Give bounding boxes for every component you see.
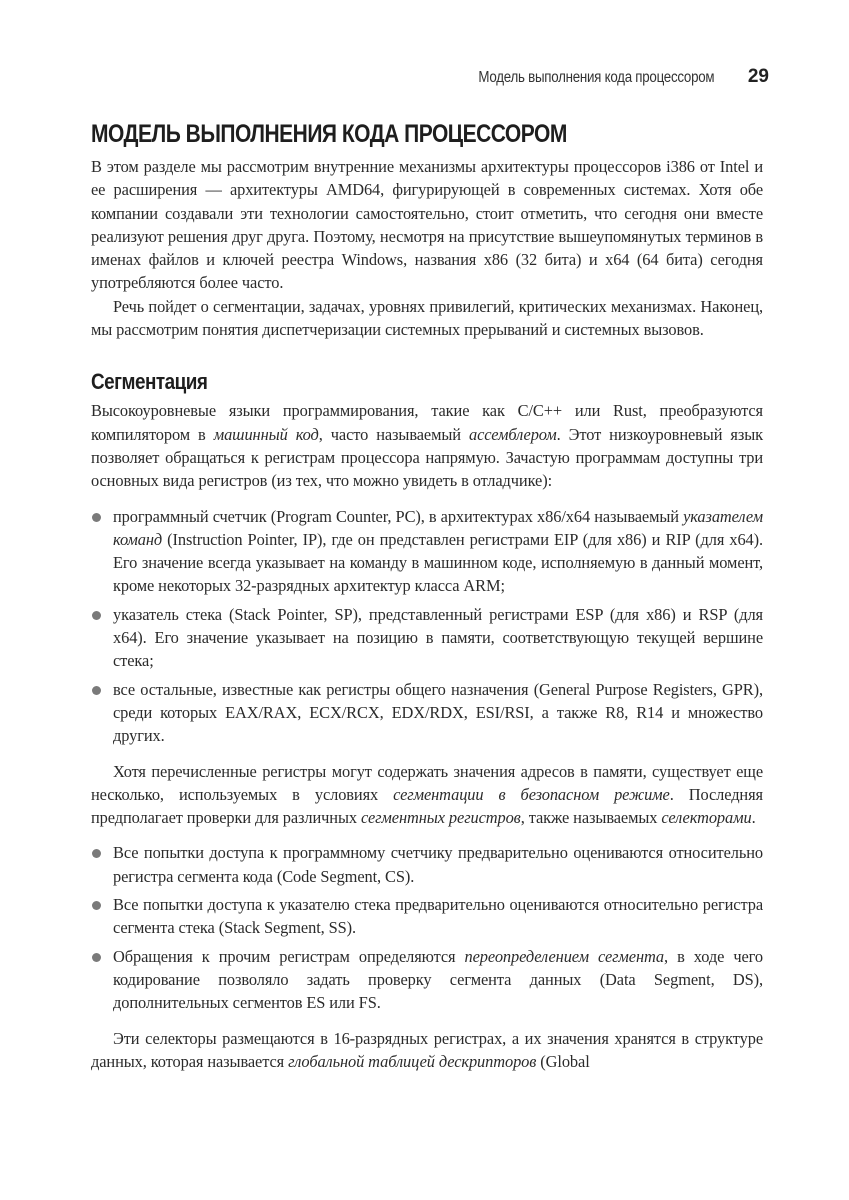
text-run: Все попытки доступа к программному счетчику предварительно оцениваются относительно регистра сегмента кода (Code Segment, CS).	[113, 843, 763, 886]
bullet-icon	[92, 849, 101, 858]
text-run: . Последняя предполагает проверки для различных	[91, 784, 763, 828]
page-body	[91, 120, 763, 1073]
text-run: Все попытки доступа к указателю стека предварительно оцениваются относительно регистра сегмента стека (Stack Segment, SS).	[113, 895, 763, 938]
list-item	[91, 841, 763, 888]
running-head	[80, 66, 769, 88]
registers-list	[91, 505, 763, 748]
bullet-icon	[92, 686, 101, 695]
list-item	[91, 893, 763, 940]
section-paragraph-2: Речь пойдет о сегментации, задачах, уровнях привилегий, критических механизмах. Наконец, мы рассмотрим понятия диспетчеризации системных прерываний и системных вызовов.	[91, 296, 763, 340]
term-segment-override: переопределением сегмента	[464, 946, 665, 966]
text-run: все остальные, известные как регистры общего назначения (General Purpose Registers, GPR), среди которых EAX/RAX, ECX/RCX, EDX/RDX, ESI/RSI, а также R8, R14 и множество других.	[113, 679, 763, 746]
list-item	[91, 603, 763, 673]
bullet-icon	[92, 611, 101, 620]
term-instruction-pointer: указателем команд	[113, 506, 763, 549]
term-selectors: селекторами	[661, 808, 752, 828]
text-run: .	[751, 808, 756, 828]
bullet-icon	[92, 513, 101, 522]
subsection-title: Сегментация	[91, 369, 208, 395]
list-item	[91, 505, 763, 598]
text-run: , часто называемый	[318, 424, 469, 444]
page-number: 29	[747, 66, 769, 87]
text-run: (Instruction Pointer, IP), где он представлен регистрами EIP (для x86) и RIP (для x64). Его значение всегда указывает на команду в машинном коде, исполняемую в данный момент, кроме некоторых 32-разрядных архитектур класса ARM;	[113, 529, 763, 596]
term-segment-registers: сегментных регистров	[360, 808, 521, 828]
segmentation-intro-paragraph	[91, 399, 763, 492]
term-machine-code: машинный код	[213, 424, 319, 444]
text-run: указатель стека (Stack Pointer, SP), представленный регистрами ESP (для x86) и RSP (для x64). Его значение указывает на позицию в памяти, соответствующую текущей вершине стека;	[113, 604, 763, 671]
text-run: Хотя перечисленные регистры могут содержать значения адресов в памяти, существует еще несколько, используемых в условиях	[91, 761, 763, 804]
term-global-descriptor-table: глобальной таблицей дескрипторов	[288, 1051, 537, 1071]
text-run: . Этот низкоуровневый язык позволяет обращаться к регистрам процессора напрямую. Зачастую программам доступны три основных вида регистров (из тех, что можно увидеть в отладчике):	[91, 424, 763, 491]
list-item	[91, 678, 763, 748]
text-run: , также называемых	[520, 808, 662, 828]
segments-list	[91, 841, 763, 1014]
section-title: МОДЕЛЬ ВЫПОЛНЕНИЯ КОДА ПРОЦЕССОРОМ	[91, 120, 567, 148]
section-paragraph-1: В этом разделе мы рассмотрим внутренние механизмы архитектуры процессоров i386 от Intel и ее расширения — архитектуры AMD64, фигурирующей в современных системах. Хотя обе компании создавали эти технологии самостоятельно, стоит отметить, что сегодня они вместе реализуют решения друг друга. Поэтому, несмотря на присутствие вышеупомянутых терминов в именах файлов и ключей реестра Windows, названия x86 (32 бита) и x64 (64 бита) сегодня употребляются более часто.	[91, 157, 763, 293]
text-run: Эти селекторы размещаются в 16-разрядных регистрах, а их значения хранятся в структуре данных, которая называется	[91, 1028, 763, 1071]
bullet-icon	[92, 901, 101, 910]
segmentation-paragraph-2	[91, 760, 763, 830]
text-run: программный счетчик (Program Counter, PC), в архитектурах x86/x64 называемый	[113, 506, 684, 526]
text-run: , в ходе чего кодирование позволяло задать проверку сегмента данных (Data Segment, DS), дополнительных сегментов ES или FS.	[113, 946, 763, 1013]
term-assembler: ассемблером	[468, 424, 557, 444]
segmentation-paragraph-3	[91, 1027, 763, 1074]
text-run: (Global	[536, 1051, 590, 1071]
term-protected-mode-segmentation: сегментации в безопасном режиме	[393, 784, 670, 804]
bullet-icon	[92, 953, 101, 962]
list-item	[91, 945, 763, 1015]
text-run: Высокоуровневые языки программирования, такие как C/C++ или Rust, преобразуются компилятором в	[91, 401, 763, 444]
text-run: Обращения к прочим регистрам определяются	[113, 946, 465, 966]
running-head-title: Модель выполнения кода процессором	[477, 69, 714, 86]
